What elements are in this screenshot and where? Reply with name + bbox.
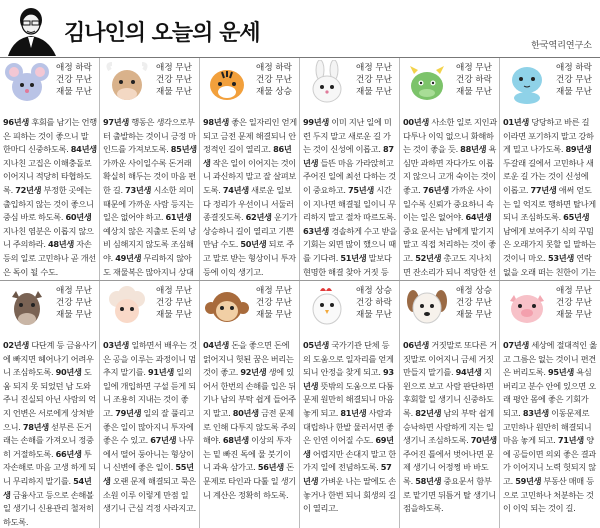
fortune-sentence: 이동문제로 고민하나 원만히 해결되니 마음 놓게 되고. bbox=[503, 407, 592, 446]
horse-icon bbox=[2, 283, 52, 329]
birth-year: 72년생 bbox=[15, 184, 42, 195]
fortune-sentence: 거짓말로 또다른 거짓말로 이어지니 금세 거짓 만들지 말기를. bbox=[403, 340, 497, 378]
fortune-sentence: 도움 되지 못 되었던 남 도와 주니 진실되 아닌 사람의 억지 언변은 서로에게 상처받으니. bbox=[3, 367, 96, 432]
sheep-icon bbox=[102, 283, 152, 329]
birth-year: 58년생 bbox=[415, 475, 442, 486]
fortune-sentence: 행동은 생각으로부터 출발하는 것이니 긍정 마인드를 가져보도록. bbox=[103, 117, 196, 155]
fortune-card-dog bbox=[400, 281, 500, 528]
fortune-line: 재물 무난 bbox=[356, 87, 392, 97]
fortune-line: 재물 무난 bbox=[456, 87, 492, 97]
fortune-line: 애정 무난 bbox=[456, 63, 492, 73]
birth-year: 79년생 bbox=[115, 407, 142, 418]
fortune-sentence: 가벼운 나는 딸에도 손놓거나 한번 되니 회생의 길이 열리고. bbox=[303, 475, 396, 514]
fortune-line: 애정 상승 bbox=[356, 286, 392, 296]
birth-year: 52년생 bbox=[415, 252, 442, 263]
birth-year: 66년생 bbox=[55, 448, 82, 459]
fortune-card-rabbit bbox=[300, 58, 400, 280]
fortune-sentence: 이상의 투자는 밑 빠진 독에 물 붓기이니 과욕 삼가고. bbox=[203, 435, 292, 473]
fortune-sentence: 일의 잘 풀리고 좋은 일이 많아지니 투자에 좋은 수 있고. bbox=[103, 407, 194, 446]
fortune-text bbox=[503, 116, 598, 280]
fortune-text bbox=[403, 339, 498, 516]
fortune-sentence: 말보다 현명한 해결 찾아 거짓 등 bbox=[303, 252, 392, 277]
fortune-sentence: 욕심만 과하면 자다가도 이롭지 않으니 고개 숙이는 것이 좋고. bbox=[403, 144, 497, 195]
fortune-card-monkey bbox=[200, 281, 300, 528]
fortune-sentence: 지나친 염분은 이롭지 않으니 주의하라. bbox=[3, 225, 94, 250]
birth-year: 53년생 bbox=[547, 252, 574, 263]
fortune-sentence: 사람과 대립하나 한발 물러서면 좋은 인연 이어질 수도. bbox=[303, 407, 394, 446]
birth-year: 00년생 bbox=[403, 117, 430, 127]
birth-year: 96년생 bbox=[3, 117, 30, 127]
fortune-text bbox=[403, 116, 498, 280]
fortune-text bbox=[203, 339, 298, 502]
fortune-sentence: 섣부른 돈거래는 손해를 가져오니 정중히 거절하도록. bbox=[3, 421, 94, 459]
fortune-sentence: 어렵지만 손대지 말고 한가지 일에 전념하도록. bbox=[303, 448, 396, 473]
fortune-summary bbox=[550, 285, 598, 321]
rooster-icon bbox=[302, 283, 352, 329]
birth-year: 60년생 bbox=[65, 212, 92, 223]
fortune-card-horse bbox=[0, 281, 100, 528]
fortune-sentence: 연락없을 오래 떠는 친한이 기는 bbox=[503, 252, 596, 277]
fortune-sentence: 돈문제로 타인과 다툴 일 생기니 계산은 정확히 하도록. bbox=[203, 462, 296, 500]
monkey-icon bbox=[202, 283, 252, 329]
fortune-sentence: 새로운 일보다 정리가 우선이니 서둘러 종결짓도록. bbox=[203, 184, 294, 223]
fortune-text bbox=[103, 339, 198, 516]
fortune-line: 건강 무난 bbox=[256, 75, 292, 85]
birth-year: 87년생 bbox=[303, 144, 394, 168]
fortune-sentence: 가까운 사이일수록 돈거래 확실히 해두는 것이 마음 편한 길. bbox=[103, 157, 196, 195]
fortune-summary bbox=[250, 62, 298, 98]
birth-year: 06년생 bbox=[403, 340, 430, 350]
birth-year: 81년생 bbox=[340, 407, 367, 418]
rabbit-icon bbox=[302, 60, 352, 106]
fortune-card-ox bbox=[100, 58, 200, 280]
birth-year: 84년생 bbox=[70, 144, 97, 155]
fortune-line: 애정 무난 bbox=[356, 63, 392, 73]
fortune-sentence: 사소한 일로 지인과 다투나 이익 없으니 화해하는 것이 좋을 듯. bbox=[403, 117, 497, 155]
birth-year: 51년생 bbox=[340, 252, 367, 263]
fortune-line: 애정 하락 bbox=[56, 63, 92, 73]
publisher-label: 한국역리연구소 bbox=[531, 41, 592, 51]
tiger-icon bbox=[202, 60, 252, 106]
fortune-summary bbox=[50, 62, 98, 98]
fortune-sentence: 투자손해로 마음 고생 하게 되니 무리하지 말기를. bbox=[3, 448, 96, 486]
fortune-card-mouse bbox=[0, 58, 100, 280]
fortune-sentence: 운기가 상승하니 길이 열리고 기쁜 만남 수도. bbox=[203, 212, 297, 250]
fortune-sentence: 일하면서 배우는 것은 공을 이루는 과정이니 멈추지 말기를. bbox=[103, 340, 197, 378]
birth-year: 89년생 bbox=[565, 144, 592, 155]
fortune-line: 재물 무난 bbox=[556, 310, 592, 320]
author-portrait-icon bbox=[4, 4, 62, 56]
fortune-line: 건강 무난 bbox=[456, 298, 492, 308]
fortune-sentence: 되로 주고 말로 받는 형상이니 투자 등에 이익 생기고. bbox=[203, 239, 296, 277]
fortune-summary bbox=[50, 285, 98, 321]
fortune-sentence: 일의 일에 개입하면 구설 듣게 되니 조용히 지내는 것이 좋고. bbox=[103, 367, 196, 418]
fortune-sentence: 다단계 등 금융사기에 빠지면 헤어나기 어려우니 조심하도록. bbox=[3, 340, 97, 378]
dragon-icon bbox=[402, 60, 452, 106]
fortune-sentence: 나무에서 떨어 둥아니는 형상이니 신변에 좋은 일이. bbox=[103, 435, 194, 473]
fortune-sentence: 이미 지난 일에 미련 두지 말고 새로운 길 가는 것이 신성에 이롭고. bbox=[303, 117, 392, 155]
birth-year: 07년생 bbox=[503, 340, 530, 350]
fortune-line: 애정 무난 bbox=[556, 286, 592, 296]
fortune-sentence: 지나친 고집은 이해충돌로 이어지니 적당히 타협하도록. bbox=[3, 157, 92, 195]
dog-icon bbox=[402, 283, 452, 329]
fortune-sentence: 지윈으로 보고 사람 판단하면 후회할 일 생기니 신중하도록. bbox=[403, 367, 494, 418]
birth-year: 68년생 bbox=[222, 435, 249, 446]
fortune-line: 재물 무난 bbox=[56, 87, 92, 97]
fortune-line: 애정 하락 bbox=[256, 63, 292, 73]
birth-year: 82년생 bbox=[415, 407, 442, 418]
fortune-card-dragon bbox=[400, 58, 500, 280]
birth-year: 90년생 bbox=[55, 367, 82, 378]
fortune-sentence: 세상에 절대적인 옳고 그름은 없는 것이니 편견은 버리도록. bbox=[503, 340, 597, 378]
fortune-sentence: 예상치 않은 지출로 돈의 낭비 심해지지 않도록 조심해야. bbox=[103, 225, 196, 263]
birth-year: 80년생 bbox=[232, 407, 259, 418]
fortune-line: 재물 무난 bbox=[156, 310, 192, 320]
fortune-card-snake bbox=[500, 58, 600, 280]
fortune-sentence: 당당하고 바른 길 이라면 포기하지 말고 강하게 밀고 나가도록. bbox=[503, 117, 594, 155]
birth-year: 04년생 bbox=[203, 340, 230, 350]
birth-year: 85년생 bbox=[170, 144, 197, 155]
fortune-line: 건강 무난 bbox=[56, 298, 92, 308]
fortune-sentence: 좋은 일자리인 얻게 되고 금전 문제 해결되니 안정적인 길이 열리고. bbox=[203, 117, 297, 155]
fortune-text bbox=[203, 116, 298, 279]
fortune-sentence: 작은 일이 이어지는 것이니 과신하지 말고 잘 살펴보도록. bbox=[203, 157, 296, 195]
fortune-sentence: 애써 얻도는 일 억지로 행하면 탈나게 되니 조심하도록. bbox=[503, 184, 596, 223]
fortune-sentence: 총고도 지나치면 잔소리가 되니 적당한 선 bbox=[403, 252, 496, 277]
birth-year: 50년생 bbox=[240, 239, 267, 250]
fortune-card-pig bbox=[500, 281, 600, 528]
birth-year: 57년생 bbox=[303, 462, 392, 486]
fortune-line: 애정 하락 bbox=[556, 63, 592, 73]
birth-year: 01년생 bbox=[503, 117, 530, 127]
fortune-text bbox=[303, 339, 398, 516]
fortune-line: 건강 하락 bbox=[456, 75, 492, 85]
fortune-summary bbox=[150, 285, 198, 321]
fortune-sentence: 두갈래 길에서 고민하나 새로운 길 가는 것이 신성에 이롭고. bbox=[503, 157, 594, 195]
fortune-line: 건강 무난 bbox=[156, 75, 192, 85]
fortune-sentence: 오랜 문제 해결되고 묵은 소원 이루 이렇게 만점 일 생기니 근심 걱정 사라지고. bbox=[103, 475, 196, 514]
fortune-sentence: 돈을 좋으면 돈에 얽어지니 헛된 꿈은 버리는 것이 좋고. bbox=[203, 340, 294, 378]
birth-year: 49년생 bbox=[115, 252, 142, 263]
fortune-sentence: 자손 등의 일로 고민하나 곧 개선은 독이 될 수도. bbox=[3, 239, 96, 277]
fortune-sentence: 생에 있어서 한번의 손해를 입은 뒤 기나 남의 부탁 쉽게 들어주지 말고. bbox=[203, 367, 296, 418]
birth-year: 74년생 bbox=[222, 184, 249, 195]
fortune-line: 재물 무난 bbox=[156, 87, 192, 97]
fortune-line: 재물 무난 bbox=[556, 87, 592, 97]
birth-year: 94년생 bbox=[455, 367, 482, 378]
fortune-card-tiger bbox=[200, 58, 300, 280]
fortune-card-rooster bbox=[300, 281, 400, 528]
birth-year: 76년생 bbox=[422, 184, 449, 195]
fortune-sentence: 뜻밖의 도움으로 다툼 문제 원만히 해결되니 마음 놓게 되고. bbox=[303, 380, 394, 418]
fortune-summary bbox=[550, 62, 598, 98]
fortune-line: 건강 무난 bbox=[156, 298, 192, 308]
fortune-sentence: 국가기관 단체 등 의 도움으로 일자리를 얻게 되니 안정을 찾게 되고. bbox=[303, 340, 394, 378]
fortune-sentence: 시소한 의미 때문에 가까운 사람 등지는 일은 없어야 하고. bbox=[103, 184, 194, 223]
fortune-sentence: 경솔하게 수고 받을 기회는 외면 많이 했으니 때를 기다려. bbox=[303, 225, 397, 263]
fortune-sentence: 시간이 지나면 해결될 일이니 무리하지 말고 절차 따르도록. bbox=[303, 184, 396, 223]
fortune-summary bbox=[150, 62, 198, 98]
fortune-sentence: 중요 문서는 남에게 맡기지 말고 직접 처리하는 것이 좋고. bbox=[403, 225, 496, 263]
fortune-sentence: 부동산 매매 등으로 고민하나 처분하는 것이 이익 되는 것이 길. bbox=[503, 475, 594, 514]
fortune-line: 애정 무난 bbox=[156, 286, 192, 296]
fortune-card-sheep bbox=[100, 281, 200, 528]
page-title: 김나인의 오늘의 운세 bbox=[64, 21, 260, 46]
birth-year: 63년생 bbox=[303, 225, 330, 236]
birth-year: 88년생 bbox=[460, 144, 487, 155]
fortune-sentence: 금전 문제로 인해 다투지 않도록 주의해야. bbox=[203, 407, 296, 446]
header bbox=[0, 0, 600, 58]
fortune-line: 건강 무난 bbox=[556, 75, 592, 85]
fortune-line: 건강 하락 bbox=[356, 298, 392, 308]
birth-year: 55년생 bbox=[103, 462, 194, 486]
birth-year: 78년생 bbox=[22, 421, 49, 432]
birth-year: 86년생 bbox=[203, 144, 292, 168]
fortune-sentence: 들뜬 마음 가라앉히고 주어진 일에 최선 다하는 것이 중요하고. bbox=[303, 157, 396, 195]
fortune-line: 재물 무난 bbox=[256, 310, 292, 320]
birth-year: 95년생 bbox=[547, 367, 574, 378]
pig-icon bbox=[502, 283, 552, 329]
fortune-summary bbox=[450, 62, 498, 98]
birth-year: 64년생 bbox=[465, 212, 492, 223]
birth-year: 02년생 bbox=[3, 340, 30, 350]
birth-year: 91년생 bbox=[147, 367, 174, 378]
fortune-line: 재물 무난 bbox=[356, 310, 392, 320]
fortune-summary bbox=[250, 285, 298, 321]
birth-year: 54년생 bbox=[3, 475, 92, 500]
fortune-line: 재물 상승 bbox=[256, 87, 292, 97]
fortune-sentence: 남에게 보여주기 식의 꾸밈은 오래가지 못할 일 말하는 것이니 마오. bbox=[503, 225, 596, 263]
birth-year: 59년생 bbox=[515, 475, 542, 486]
birth-year: 75년생 bbox=[347, 184, 374, 195]
fortune-text bbox=[303, 116, 398, 280]
fortune-line: 재물 무난 bbox=[456, 310, 492, 320]
fortune-sentence: 금융사고 등으로 손해볼 일 생기니 신용관리 철저히 하도록. bbox=[3, 489, 94, 527]
snake-icon bbox=[502, 60, 552, 106]
birth-year: 73년생 bbox=[125, 184, 152, 195]
birth-year: 67년생 bbox=[150, 435, 177, 446]
fortune-line: 애정 상승 bbox=[456, 286, 492, 296]
birth-year: 62년생 bbox=[245, 212, 272, 223]
birth-year: 61년생 bbox=[165, 212, 192, 223]
fortune-text bbox=[3, 339, 98, 528]
birth-year: 71년생 bbox=[557, 435, 584, 446]
birth-year: 93년생 bbox=[303, 367, 394, 391]
fortune-line: 건강 무난 bbox=[356, 75, 392, 85]
birth-year: 65년생 bbox=[563, 212, 590, 223]
fortune-text bbox=[103, 116, 198, 280]
fortune-line: 건강 무난 bbox=[256, 298, 292, 308]
mouse-icon bbox=[2, 60, 52, 106]
fortune-summary bbox=[450, 285, 498, 321]
birth-year: 99년생 bbox=[303, 117, 330, 127]
fortune-line: 건강 무난 bbox=[56, 75, 92, 85]
fortune-sentence: 남의 부탁 쉽게 승낙하면 사람하게 지는 일 생기니 조심하도록. bbox=[403, 407, 494, 446]
birth-year: 77년생 bbox=[530, 184, 557, 195]
fortune-summary bbox=[350, 62, 398, 98]
fortune-line: 재물 무난 bbox=[56, 310, 92, 320]
fortune-line: 애정 무난 bbox=[256, 286, 292, 296]
fortune-sentence: 주어진 틀에서 벗어나면 문제 생기니 어정쩡 바 바도록. bbox=[403, 448, 494, 486]
birth-year: 48년생 bbox=[47, 239, 74, 250]
fortune-line: 애정 무난 bbox=[156, 63, 192, 73]
birth-year: 97년생 bbox=[103, 117, 130, 127]
birth-year: 03년생 bbox=[103, 340, 130, 350]
fortune-sentence: 양에 공들이면 의외 좋은 결과가 이어지니 노력 헛되지 않고. bbox=[503, 435, 596, 486]
ox-icon bbox=[102, 60, 152, 106]
fortune-sentence: 중요문서 함부로 맡기면 뒤틈거 탈 생기니 점을하도록. bbox=[403, 475, 496, 514]
fortune-line: 건강 무난 bbox=[556, 298, 592, 308]
fortune-text bbox=[503, 339, 598, 516]
fortune-sentence: 가까운 사이일수록 신뢰가 중요하니 속이는 일은 없어야. bbox=[403, 184, 494, 223]
birth-year: 56년생 bbox=[257, 462, 284, 473]
fortune-sentence: 후회를 남기는 언행은 피하는 것이 좋으니 말 한마디 신중하도록. bbox=[3, 117, 97, 155]
fortune-sentence: 부정한 곳에는 출입하지 않는 것이 좋으니 중심 바로 하도록. bbox=[3, 184, 94, 223]
birth-year: 70년생 bbox=[470, 435, 497, 446]
fortune-line: 애정 무난 bbox=[56, 286, 92, 296]
birth-year: 05년생 bbox=[303, 340, 330, 350]
birth-year: 92년생 bbox=[240, 367, 267, 378]
fortune-summary bbox=[350, 285, 398, 321]
birth-year: 98년생 bbox=[203, 117, 230, 127]
birth-year: 69년생 bbox=[303, 435, 394, 459]
fortune-sentence: 무리하지 않아도 재물복은 많아지니 상대 bbox=[103, 252, 194, 277]
fortune-sentence: 욕심 버리고 분수 안에 있으면 오래 평안 몸에 좋은 기회가 되고. bbox=[503, 367, 596, 418]
birth-year: 83년생 bbox=[522, 407, 549, 418]
fortune-text bbox=[3, 116, 98, 279]
